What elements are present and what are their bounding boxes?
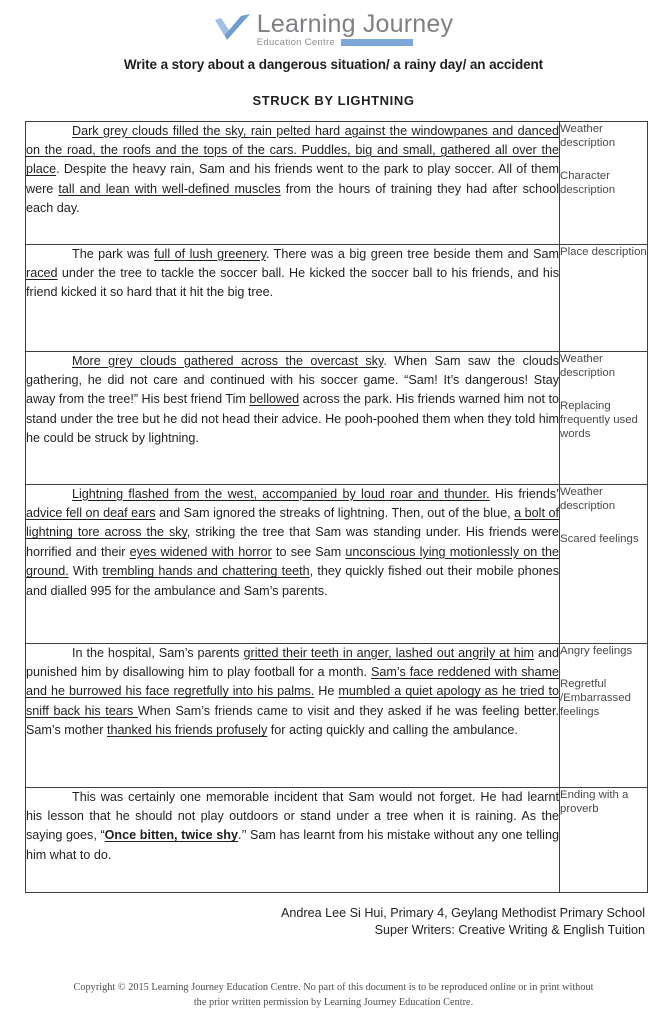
attribution-programme: Super Writers: Creative Writing & English Tuition: [374, 922, 645, 937]
annotation-cell-1: [560, 121, 648, 244]
annotation-label: Angry feelings: [560, 644, 633, 657]
brand-header: [0, 0, 667, 48]
paragraph-cell-1: [26, 121, 560, 244]
annotation-cell-4: [560, 484, 648, 643]
story-table-wrapper: [25, 121, 645, 893]
annotation-label: Ending with a proverb: [560, 788, 629, 815]
writing-prompt: Write a story about a dangerous situation/ a rainy day/ an accident: [123, 56, 544, 72]
paragraph-cell-3: [26, 351, 560, 484]
table-row: [26, 121, 648, 244]
story-paragraph: In the hospital, Sam’s parents gritted their teeth in anger, lashed out angrily at him and punished him by disallowing him to play football for a month. Sam’s face reddened with shame and he burrowed his face regretfully into his palms. He mumbled a quiet apology as he tried to sniff back his tears When Sam’s friends came to visit and they asked if he was feeling better. Sam’s mother thanked his friends profusely for acting quickly and calling the ambulance.: [26, 645, 559, 738]
story-table: [25, 121, 648, 893]
paragraph-cell-2: [26, 244, 560, 351]
brand-tagline-row: [257, 38, 453, 48]
annotation-label: Character description: [560, 169, 616, 197]
paragraph-cell-5: [26, 643, 560, 787]
story-table-body: [26, 121, 648, 892]
table-row: [26, 244, 648, 351]
copyright-line-2: the prior written permission by Learning Journey Education Centre.: [193, 997, 474, 1008]
annotation-cell-2: [560, 244, 648, 351]
story-title: STRUCK BY LIGHTNING: [252, 92, 415, 108]
paragraph-cell-4: [26, 484, 560, 643]
story-paragraph: Dark grey clouds filled the sky, rain pelted hard against the windowpanes and danced on the road, the roofs and the tops of the cars. Puddles, big and small, gathered all over the place. Despite the heavy rain, Sam and his friends went to the park to play soccer. All of them were tall and lean with well-defined muscles from the hours of training they had after school each day.: [26, 123, 559, 216]
logo: [214, 11, 453, 48]
annotation-label: Place description: [560, 245, 647, 258]
table-row: [26, 643, 648, 787]
story-paragraph: More grey clouds gathered across the overcast sky. When Sam saw the clouds gathering, he did not care and continued with his soccer game. “Sam! It’s dangerous! Stay away from the tree!” His best friend Tim bellowed across the park. His friends warned him not to stand under the tree but he did not head their advice. He pooh-poohed them when they told him he could be struck by lightning.: [26, 353, 559, 446]
copyright-line-1: Copyright © 2015 Learning Journey Education Centre. No part of this document is to be reproduced online or in print without: [73, 982, 594, 993]
story-paragraph: The park was full of lush greenery. There was a big green tree beside them and Sam raced under the tree to tackle the soccer ball. He kicked the soccer ball to his friends, and his friend kicked it so hard that it hit the big tree.: [26, 246, 559, 300]
paragraph-cell-6: [26, 787, 560, 892]
table-row: [26, 787, 648, 892]
annotation-label: Replacing frequently used words: [560, 399, 638, 441]
annotation-cell-5: [560, 643, 648, 787]
story-paragraph: This was certainly one memorable incident that Sam would not forget. He had learnt his lesson that he should not play outdoors or stand under a tree when it is raining. As the saying goes, “Once bitten, twice shy.’’ Sam has learnt from his mistake without any one telling him what to do.: [26, 789, 559, 862]
annotation-label: Regretful /Embarrassed feelings: [560, 677, 631, 719]
table-row: [26, 351, 648, 484]
annotation-label: Weather description: [560, 352, 616, 379]
annotation-label: Weather description: [560, 122, 616, 149]
check-swoosh-icon: [214, 13, 254, 43]
logo-text: [257, 11, 453, 48]
table-row: [26, 484, 648, 643]
brand-name: Learning Journey: [256, 10, 454, 38]
annotation-label: Weather description: [560, 485, 616, 512]
annotation-label: Scared feelings: [560, 532, 639, 545]
copyright-notice: [0, 980, 667, 1010]
brand-tagline: Education Centre: [256, 37, 336, 48]
attribution-author: Andrea Lee Si Hui, Primary 4, Geylang Methodist Primary School: [281, 905, 645, 920]
attribution: [0, 905, 645, 939]
brand-accent-bar: [341, 39, 413, 46]
annotation-cell-6: [560, 787, 648, 892]
story-paragraph: Lightning flashed from the west, accompanied by loud roar and thunder. His friends’ advice fell on deaf ears and Sam ignored the streaks of lightning. Then, out of the blue, a bolt of lightning tore across the sky, striking the tree that Sam was standing under. His friends were horrified and their eyes widened with horror to see Sam unconscious lying motionlessly on the ground. With trembling hands and chattering teeth, they quickly fished out their mobile phones and dialled 995 for the ambulance and Sam’s parents.: [26, 486, 560, 598]
annotation-cell-3: [560, 351, 648, 484]
